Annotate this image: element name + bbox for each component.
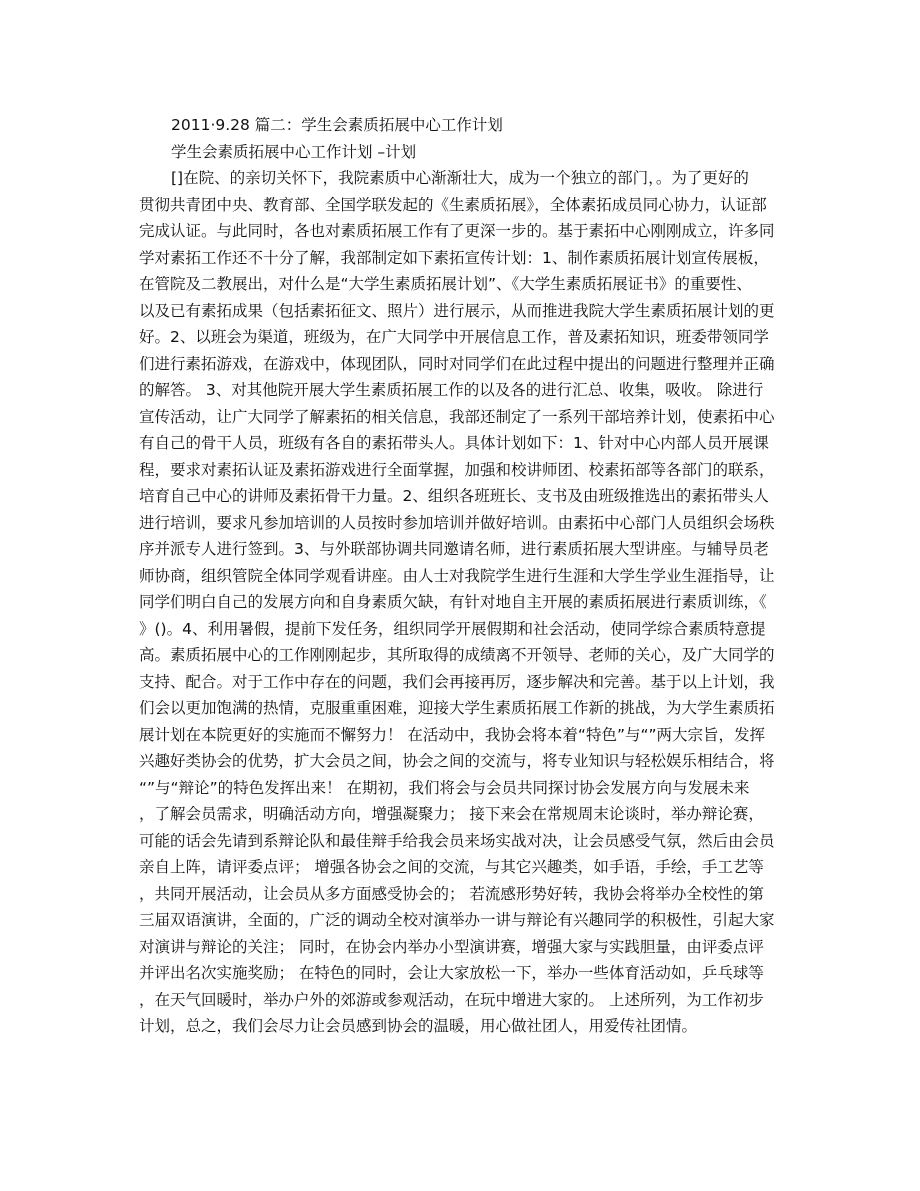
body-line: 培育自己中心的讲师及素拓骨干力量。2、组织各班班长、支书及由班级推选出的素拓带头人	[139, 487, 769, 505]
body-line: 对演讲与辩论的关注； 同时，在协会内举办小型演讲赛，增强大家与实践胆量，由评委点评	[139, 937, 764, 956]
body-line: 有自己的骨干人员，班级有各自的素拓带头人。具体计划如下：1、针对中心内部人员开展课	[139, 434, 769, 452]
body-line: ，共同开展活动，让会员从多方面感受协会的； 若流感形势好转，我协会将举办全校性的第	[139, 884, 764, 903]
body-line: 的解答。 3、对其他院开展大学生素质拓展工作的以及各的进行汇总、收集，吸收。 除进行	[139, 381, 764, 399]
body-line: 兴趣好类协会的优势，扩大会员之间，协会之间的交流与，将专业知识与轻松娱乐相结合，将	[139, 752, 775, 770]
body-line: []在院、的亲切关怀下，我院素质中心渐渐壮大，成为一个独立的部门，。为了更好的	[171, 169, 749, 187]
body-line: 支持、配合。对于工作中存在的问题，我们会再接再厉，逐步解决和完善。基于以上计划，我	[139, 672, 775, 691]
subtitle-line: 学生会素质拓展中心工作计划 –计划	[171, 142, 417, 161]
body-line: 在管院及二教展出，对什么是“大学生素质拓展计划”、《大学生素质拓展证书》的重要性、	[139, 275, 752, 293]
body-line: ，了解会员需求，明确活动方向，增强凝聚力； 接下来会在常规周末论谈时，举办辩论赛，	[139, 805, 764, 823]
body-line: 三届双语演讲，全面的，广泛的调动全校对演举办一讲与辩论有兴趣同学的积极性，引起大家	[139, 911, 775, 929]
body-line: 同学们明白自己的发展方向和自身素质欠缺，有针对地自主开展的素质拓展进行素质训练，《	[139, 593, 767, 611]
body-line: ，在天气回暖时，举办户外的郊游或参观活动，在玩中增进大家的。 上述所列，为工作初步	[139, 990, 764, 1009]
body-line: 们进行素拓游戏，在游戏中，体现团队，同时对同学们在此过程中提出的问题进行整理并正确	[139, 354, 775, 373]
body-line: 完成认证。与此同时，各也对素质拓展工作有了更深一步的。基于素拓中心刚刚成立，许多同	[139, 222, 775, 240]
body-line: 展计划在本院更好的实施而不懈努力！ 在活动中，我协会将本着“特色”与“”两大宗旨，发挥	[139, 725, 766, 744]
body-text	[139, 165, 785, 1040]
body-line: 序并派专人进行签到。3、与外联部协调共同邀请名师，进行素质拓展大型讲座。与辅导员老	[139, 540, 769, 558]
body-line: 贯彻共青团中央、教育部、全国学联发起的《生素质拓展》，全体素拓成员同心协力，认证部	[139, 195, 767, 214]
body-line: 亲自上阵，请评委点评； 增强各协会之间的交流，与其它兴趣类，如手语，手绘，手工艺等	[139, 858, 764, 876]
body-line: 宣传活动，让广大同学了解素拓的相关信息，我部还制定了一系列干部培养计划，使素拓中心	[139, 407, 775, 426]
body-line: 高。素质拓展中心的工作刚刚起步，其所取得的成绩离不开领导、老师的关心，及广大同学的	[139, 646, 775, 664]
body-line: 程，要求对素拓认证及素拓游戏进行全面掌握，加强和校讲师团、校素拓部等各部门的联系，	[139, 460, 775, 479]
body-line: 并评出名次实施奖励； 在特色的同时，会让大家放松一下，举办一些体育活动如，乒乓球等	[139, 964, 764, 982]
body-line: 》()。4、利用暑假，提前下发任务，组织同学开展假期和社会活动，使同学综合素质特意提	[139, 619, 766, 638]
body-line: 以及已有素拓成果（包括素拓征文、照片）进行展示，从而推进我院大学生素质拓展计划的更	[139, 301, 775, 320]
body-line: 师协商，组织管院全体同学观看讲座。由人士对我院学生进行生涯和大学生学业生涯指导，让	[139, 566, 775, 585]
heading-line: 2011·9.28 篇二：学生会素质拓展中心工作计划	[171, 116, 503, 134]
document-content	[139, 112, 785, 1040]
body-line: 进行培训，要求凡参加培训的人员按时参加培训并做好培训。由素拓中心部门人员组织会场秩	[139, 513, 775, 532]
body-line: “”与“辩论”的特色发挥出来！ 在期初，我们将会与会员共同探讨协会发展方向与发展未来	[139, 778, 750, 797]
body-line: 可能的话会先请到系辩论队和最佳辩手给我会员来场实战对决，让会员感受气氛，然后由会员	[139, 831, 775, 850]
body-line: 计划，总之，我们会尽力让会员感到协会的温暖，用心做社团人，用爱传社团情。	[139, 1017, 698, 1035]
body-line: 们会以更加饱满的热情，克服重重困难，迎接大学生素质拓展工作新的挑战，为大学生素质拓	[139, 699, 775, 717]
body-line: 好。2、以班会为渠道，班级为，在广大同学中开展信息工作，普及素拓知识，班委带领同学	[139, 328, 769, 346]
body-line: 学对素拓工作还不十分了解，我部制定如下素拓宣传计划：1、制作素质拓展计划宣传展板，	[139, 248, 769, 267]
